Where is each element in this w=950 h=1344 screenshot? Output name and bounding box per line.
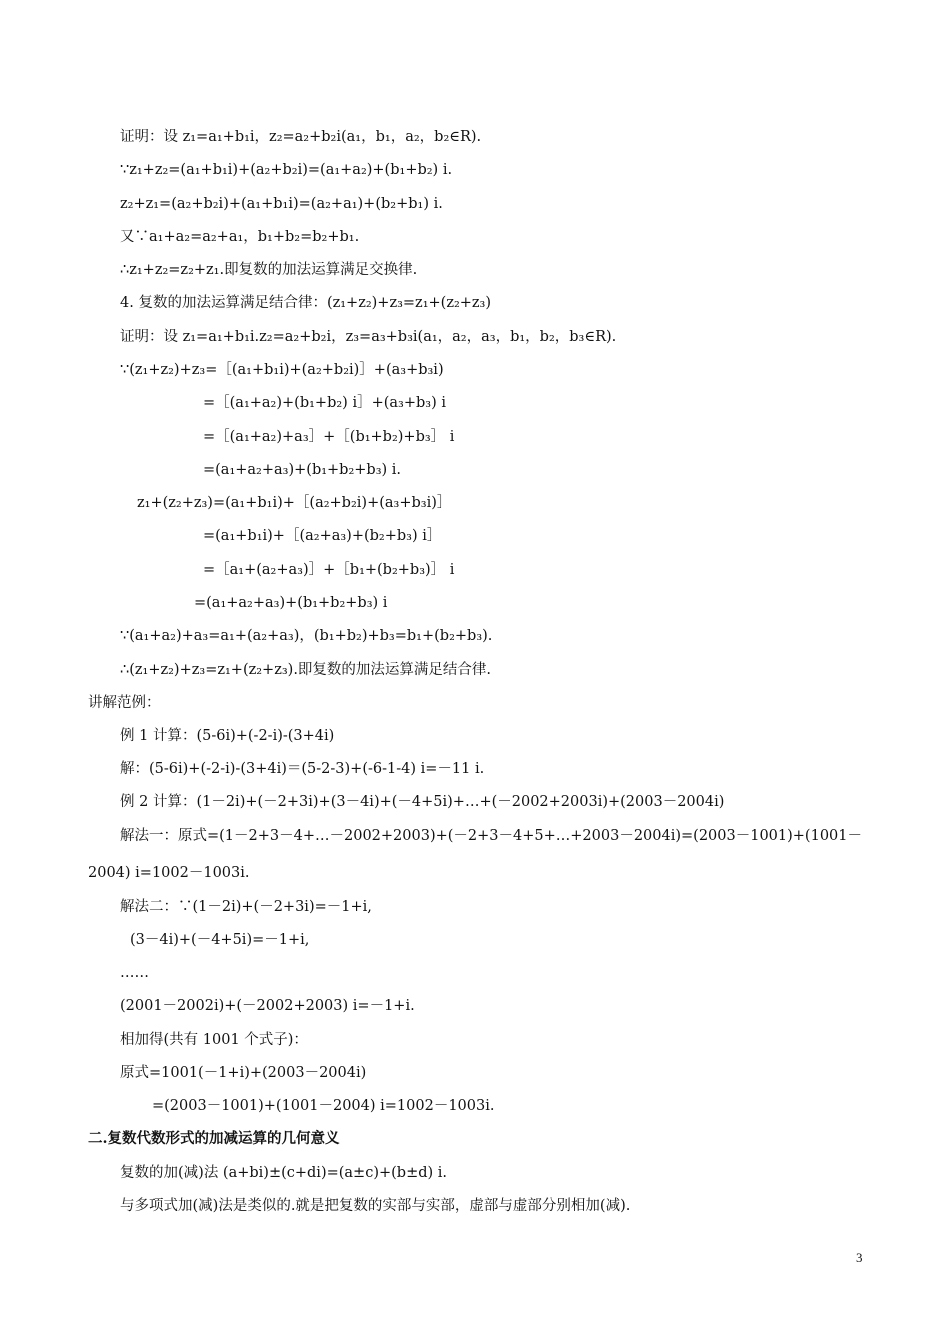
text-line: =(2003－1001)+(1001－2004) i=1002－1003i. <box>152 1098 495 1114</box>
text-line: ∴(z₁+z₂)+z₃=z₁+(z₂+z₃).即复数的加法运算满足结合律. <box>120 662 492 678</box>
text-line: (3－4i)+(－4+5i)=－1+i, <box>130 932 310 948</box>
text-line: =［(a₁+a₂)+a₃］+［(b₁+b₂)+b₃］ i <box>203 429 455 445</box>
text-line: 又∵a₁+a₂=a₂+a₁，b₁+b₂=b₂+b₁. <box>120 229 360 245</box>
text-line: =［a₁+(a₂+a₃)］+［b₁+(b₂+b₃)］ i <box>203 562 455 578</box>
text-line: 4. 复数的加法运算满足结合律：(z₁+z₂)+z₃=z₁+(z₂+z₃) <box>120 295 492 311</box>
text-line: 证明：设 z₁=a₁+b₁i，z₂=a₂+b₂i(a₁，b₁，a₂，b₂∈R). <box>120 129 482 145</box>
text-line: 解法一：原式=(1－2+3－4+…－2002+2003)+(－2+3－4+5+…+2003－2004i)=(2003－1001)+(1001－ <box>120 828 862 844</box>
text-line: 解法二：∵(1－2i)+(－2+3i)=－1+i, <box>120 899 372 915</box>
text-line: ∵(z₁+z₂)+z₃=［(a₁+b₁i)+(a₂+b₂i)］+(a₃+b₃i) <box>120 362 444 378</box>
text-line: 复数的加(减)法 (a+bi)±(c+di)=(a±c)+(b±d) i. <box>120 1165 448 1181</box>
text-line: z₁+(z₂+z₃)=(a₁+b₁i)+［(a₂+b₂i)+(a₃+b₃i)］ <box>137 495 452 511</box>
text-line: ∵(a₁+a₂)+a₃=a₁+(a₂+a₃)，(b₁+b₂)+b₃=b₁+(b₂+b₃). <box>120 628 493 644</box>
text-line: =(a₁+a₂+a₃)+(b₁+b₂+b₃) i <box>194 595 388 611</box>
page-number: 3 <box>856 1250 863 1265</box>
text-line: =(a₁+b₁i)+［(a₂+a₃)+(b₂+b₃) i］ <box>203 528 442 544</box>
text-line: =(a₁+a₂+a₃)+(b₁+b₂+b₃) i. <box>203 462 402 478</box>
text-line: 相加得(共有 1001 个式子)： <box>120 1032 308 1048</box>
text-line: z₂+z₁=(a₂+b₂i)+(a₁+b₁i)=(a₂+a₁)+(b₂+b₁) i. <box>120 196 443 212</box>
text-line: 讲解范例： <box>88 695 161 711</box>
text-line: ∴z₁+z₂=z₂+z₁.即复数的加法运算满足交换律. <box>120 262 418 278</box>
text-line: 解：(5-6i)+(-2-i)-(3+4i)＝(5-2-3)+(-6-1-4) i=－11 i. <box>120 761 485 777</box>
text-line: …… <box>120 965 149 981</box>
text-line: 证明：设 z₁=a₁+b₁i.z₂=a₂+b₂i，z₃=a₃+b₃i(a₁，a₂，a₃，b₁，b₂，b₃∈R). <box>120 329 617 345</box>
text-line: 例 2 计算：(1－2i)+(－2+3i)+(3－4i)+(－4+5i)+…+(－2002+2003i)+(2003－2004i) <box>120 794 725 810</box>
text-line: 原式=1001(－1+i)+(2003－2004i) <box>120 1065 367 1081</box>
text-line: ∵z₁+z₂=(a₁+b₁i)+(a₂+b₂i)=(a₁+a₂)+(b₁+b₂) i. <box>120 162 453 178</box>
text-line: 例 1 计算：(5-6i)+(-2-i)-(3+4i) <box>120 728 335 744</box>
text-line: =［(a₁+a₂)+(b₁+b₂) i］+(a₃+b₃) i <box>203 395 446 411</box>
text-line: (2001－2002i)+(－2002+2003) i=－1+i. <box>120 998 415 1014</box>
text-line: 二.复数代数形式的加减运算的几何意义 <box>88 1130 340 1147</box>
text-line: 与多项式加(减)法是类似的.就是把复数的实部与实部，虚部与虚部分别相加(减). <box>120 1198 631 1214</box>
text-line: 2004) i=1002－1003i. <box>88 865 250 881</box>
